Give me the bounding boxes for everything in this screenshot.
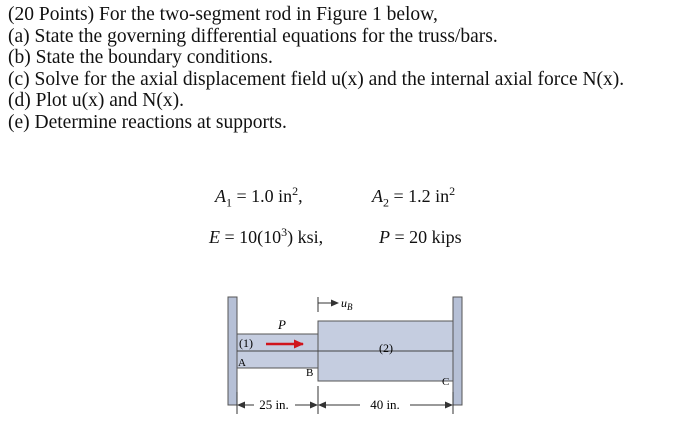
given-modulus: $E = 10(10^3)$ ksi, — [209, 225, 324, 247]
given-area-a1: $A_1 = 1.0$ $in^2$, — [215, 184, 303, 210]
node-a-label: A — [238, 357, 246, 369]
node-b-label: B — [306, 367, 314, 379]
given-area-a2: $A_2 = 1.2$ $in^2$ — [372, 184, 456, 210]
segment-2-label: (2) — [379, 341, 393, 355]
problem-part-e: (e) Determine reactions at supports. — [8, 111, 287, 133]
dim1-label: 25 in. — [259, 397, 289, 412]
problem-part-a: (a) State the governing differential equations for the truss/bars. — [8, 25, 498, 47]
disp-label: $u_B$ — [341, 296, 353, 312]
node-c-label: C — [442, 376, 450, 388]
segment-1-label: (1) — [239, 336, 253, 350]
problem-line-intro: (20 Points) For the two-segment rod in Figure 1 below, — [8, 4, 438, 25]
problem-part-b: (b) State the boundary conditions. — [8, 47, 273, 68]
force-label: P — [278, 317, 286, 332]
left-wall — [228, 297, 237, 405]
problem-part-d: (d) Plot u(x) and N(x). — [8, 90, 185, 111]
given-load: P = 20 kips — [379, 227, 462, 247]
problem-part-c: (c) Solve for the axial displacement field u(x) and the internal axial force N(x). — [8, 68, 625, 90]
dim2-label: 40 in. — [370, 397, 400, 412]
right-wall — [453, 297, 462, 405]
